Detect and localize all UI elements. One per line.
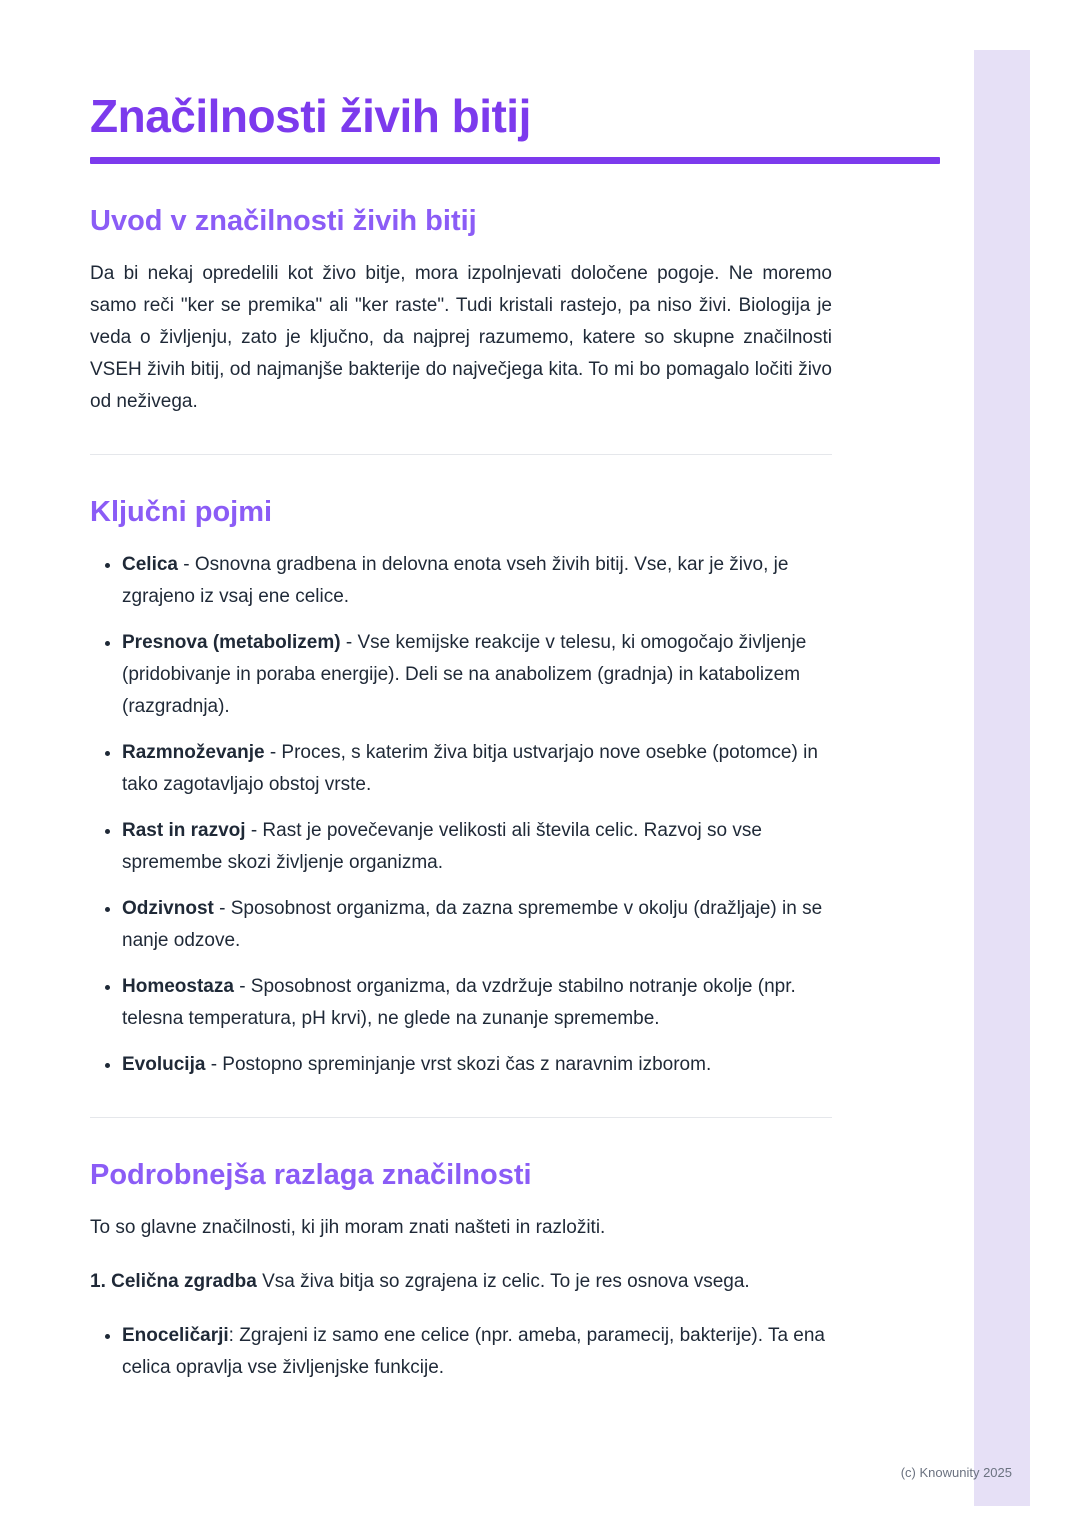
divider <box>90 454 832 455</box>
list-item <box>122 815 832 879</box>
term-label: Presnova (metabolizem) <box>122 631 341 653</box>
term-label: Celica <box>122 553 178 575</box>
intro-heading: Uvod v značilnosti živih bitij <box>90 204 477 237</box>
page-title: Značilnosti živih bitij <box>90 90 531 142</box>
document-content <box>90 0 832 1406</box>
term-label: Evolucija <box>122 1053 206 1075</box>
section-intro <box>90 206 832 418</box>
term-definition: - Sposobnost organizma, da vzdržuje stabilno notranje okolje (npr. telesna temperatura, pH krvi), ne glede na zunanje spremembe. <box>122 975 796 1029</box>
term-label: Rast in razvoj <box>122 819 246 841</box>
details-lead: To so glavne značilnosti, ki jih moram znati našteti in razložiti. <box>90 1216 606 1238</box>
side-strip <box>974 50 1030 1506</box>
intro-paragraph: Da bi nekaj opredelili kot živo bitje, mora izpolnjevati določene pogoje. Ne moremo samo reči "ker se premika" ali "ker raste". Tudi kristali rastejo, pa niso živi. Biologija je veda o življenju, zato je ključno, da najprej razumemo, katere so skupne značilnosti VSEH živih bitij, od najmanjše bakterije do največjega kita. To mi bo pomagalo ločiti živo od neživega. <box>90 262 832 412</box>
list-item <box>122 893 832 957</box>
term-definition: - Rast je povečevanje velikosti ali števila celic. Razvoj so vse spremembe skozi življenje organizma. <box>122 819 762 873</box>
details-heading: Podrobnejša razlaga značilnosti <box>90 1158 532 1191</box>
details-list <box>90 1320 832 1384</box>
section-details <box>90 1160 832 1384</box>
term-label: Razmnoževanje <box>122 741 265 763</box>
term-definition: - Postopno spreminjanje vrst skozi čas z naravnim izborom. <box>205 1053 712 1075</box>
term-label: Odzivnost <box>122 897 214 919</box>
list-item <box>122 971 832 1035</box>
list-item <box>122 1320 832 1384</box>
key-concepts-heading: Ključni pojmi <box>90 495 273 528</box>
list-item <box>122 1049 832 1081</box>
title-rule <box>90 157 940 164</box>
point-text: Vsa živa bitja so zgrajena iz celic. To je res osnova vsega. <box>256 1270 750 1292</box>
term-definition: - Proces, s katerim živa bitja ustvarjajo nove osebke (potomce) in tako zagotavljajo obstoj vrste. <box>122 741 818 795</box>
term-definition: - Vse kemijske reakcije v telesu, ki omogočajo življenje (pridobivanje in poraba energije). Deli se na anabolizem (gradnja) in katabolizem (razgradnja). <box>122 631 807 717</box>
term-definition: - Osnovna gradbena in delovna enota vseh živih bitij. Vse, kar je živo, je zgrajeno iz vsaj ene celice. <box>122 553 789 607</box>
key-concepts-list <box>90 549 832 1081</box>
term-definition: - Sposobnost organizma, da zazna spremembe v okolju (dražljaje) in se nanje odzove. <box>122 897 823 951</box>
term-label: Enoceličarji <box>122 1324 229 1346</box>
section-key-concepts <box>90 497 832 1081</box>
point-label: 1. Celična zgradba <box>90 1270 257 1292</box>
divider <box>90 1117 832 1118</box>
term-definition: : Zgrajeni iz samo ene celice (npr. ameba, paramecij, bakterije). Ta ena celica opravlja vse življenjske funkcije. <box>122 1324 826 1378</box>
list-item <box>122 737 832 801</box>
list-item <box>122 549 832 613</box>
details-point-1 <box>90 1266 832 1298</box>
footer-credit: (c) Knowunity 2025 <box>900 1465 1012 1480</box>
list-item <box>122 627 832 723</box>
term-label: Homeostaza <box>122 975 234 997</box>
